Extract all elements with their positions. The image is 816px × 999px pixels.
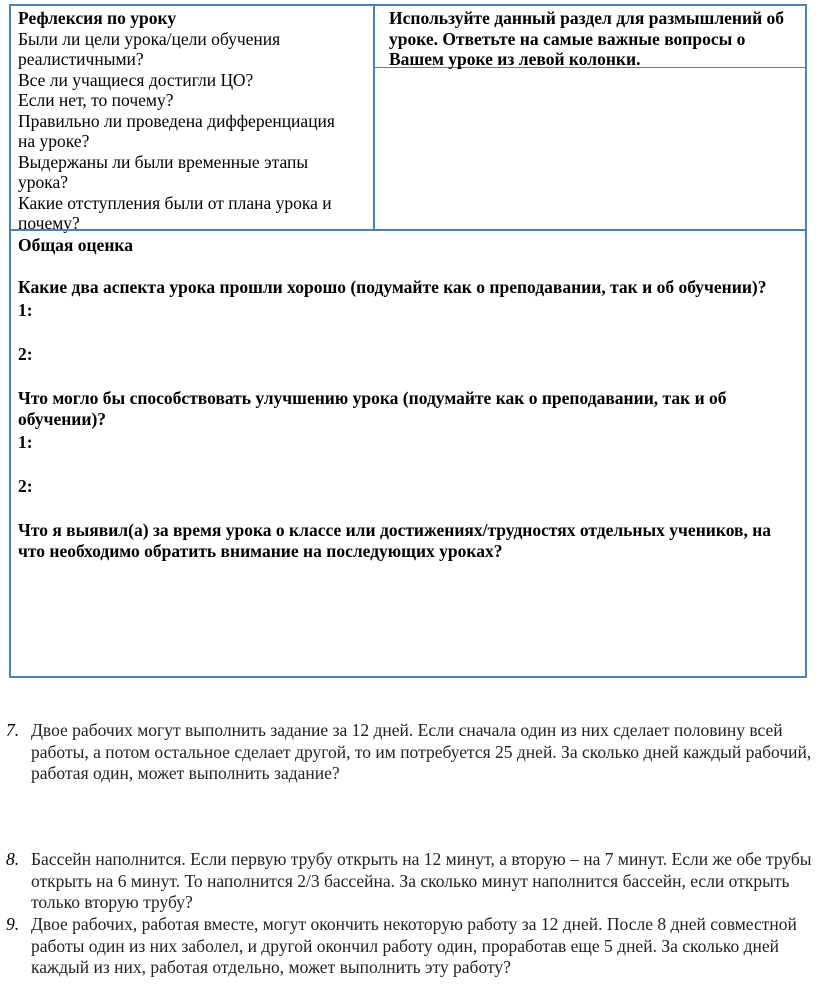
reflection-questions-cell	[11, 6, 375, 233]
task-text: Двое рабочих, работая вместе, могут окончить некоторую работу за 12 дней. После 8 дней совместной работы один из них заболел, и другой окончил работу один, проработав еще 5 дней. За сколько дней каждый из них, работая отдельно, может выполнить эту работу?	[31, 914, 797, 977]
overall-question-2: Что могло бы способствовать улучшению урока (подумайте как о преподавании, так и об обучении)?	[18, 388, 727, 429]
answer-label: 2:	[18, 344, 33, 364]
task-text: Двое рабочих могут выполнить задание за 12 дней. Если сначала один из них сделает половину всей работы, а потом остальное сделает другой, то им потребуется 25 дней. За сколько дней каждый рабочий, работая один, может выполнить задание?	[31, 720, 812, 783]
overall-question-1: Какие два аспекта урока прошли хорошо (подумайте как о преподавании, так и об обучении)?	[18, 277, 767, 297]
reflection-instruction: Используйте данный раздел для размышлений об уроке. Ответьте на самые важные вопросы о Вашем уроке из левой колонки.	[375, 6, 805, 68]
task-number: 9.	[6, 914, 20, 934]
reflection-table	[9, 4, 807, 678]
reflection-questions: Были ли цели урока/цели обучения реалистичными? Все ли учащиеся достигли ЦО? Если нет, то почему? Правильно ли проведена дифференциация на уроке? Выдержаны ли были временные этапы урока? Какие отступления были от плана урока и почему?	[18, 28, 335, 233]
overall-question-3: Что я выявил(а) за время урока о классе или достижениях/трудностях отдельных учеников, на что необходимо обратить внимание на последующих уроках?	[18, 520, 772, 561]
answer-label: 2:	[18, 476, 33, 496]
reflection-answer-cell	[375, 6, 805, 229]
overall-assessment-cell	[11, 231, 805, 676]
task-number: 8.	[6, 849, 20, 869]
answer-label: 1:	[18, 300, 33, 320]
task-number: 7.	[6, 720, 20, 740]
overall-title: Общая оценка	[18, 235, 133, 255]
reflection-title: Рефлексия по уроку	[18, 8, 177, 28]
answer-label: 1:	[18, 432, 33, 452]
task-text: Бассейн наполнится. Если первую трубу открыть на 12 минут, а вторую – на 7 минут. Если же обе трубы открыть на 6 минут. То наполнится 2/3 бассейна. За сколько минут наполнится бассейн, если открыть только вторую трубу?	[31, 849, 812, 912]
